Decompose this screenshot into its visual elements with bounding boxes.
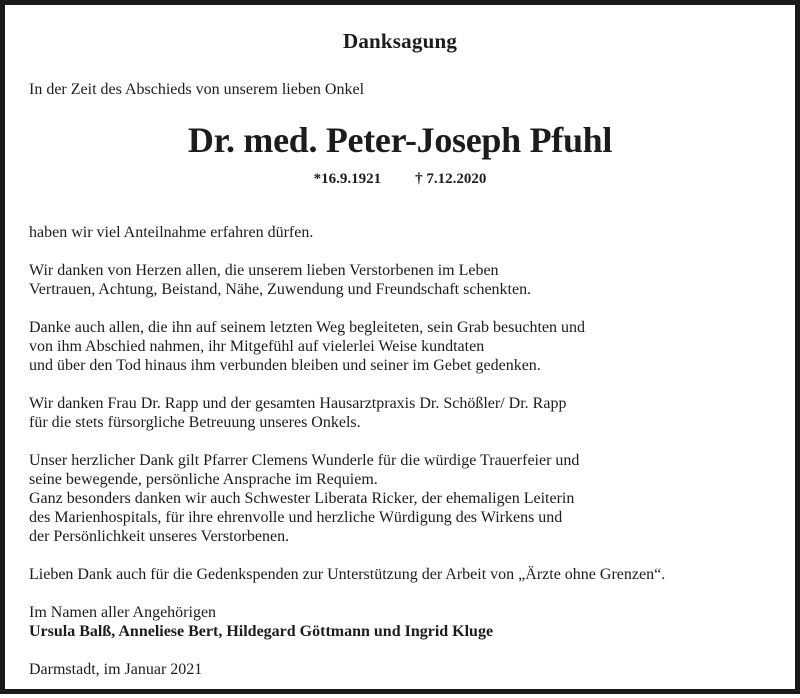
paragraph-donations [29, 565, 789, 584]
text-line: Vertrauen, Achtung, Beistand, Nähe, Zuwendung und Freundschaft schenkten. [29, 281, 532, 298]
intro-line: In der Zeit des Abschieds von unserem lieben Onkel [29, 81, 365, 98]
text-line: haben wir viel Anteilnahme erfahren dürfen. [29, 224, 314, 241]
text-line: Wir danken von Herzen allen, die unserem lieben Verstorbenen im Leben [29, 262, 499, 279]
notice-body [29, 223, 789, 698]
text-line: Wir danken Frau Dr. Rapp und der gesamten Hausarztpraxis Dr. Schößler/ Dr. Rapp [29, 395, 567, 412]
on-behalf-line: Im Namen aller Angehörigen [29, 604, 217, 621]
text-line: seine bewegende, persönliche Ansprache im Requiem. [29, 471, 378, 488]
text-line: Lieben Dank auch für die Gedenkspenden zur Unterstützung der Arbeit von „Ärzte ohne Grenzen“. [29, 566, 666, 583]
paragraph-thanks-doctors [29, 394, 789, 432]
life-dates [5, 171, 795, 188]
text-line: für die stets fürsorgliche Betreuung unseres Onkels. [29, 414, 361, 431]
text-line: Unser herzlicher Dank gilt Pfarrer Clemens Wunderle für die würdige Trauerfeier und [29, 452, 580, 469]
paragraph-anteilnahme [29, 223, 789, 242]
text-line: Ganz besonders danken wir auch Schwester Liberata Ricker, der ehemaligen Leiterin [29, 490, 575, 507]
text-line: Danke auch allen, die ihn auf seinem letzten Weg begleiteten, sein Grab besuchten und [29, 319, 585, 336]
deceased-name: Dr. med. Peter-Joseph Pfuhl [187, 120, 613, 160]
text-line: der Persönlichkeit unseres Verstorbenen. [29, 528, 290, 545]
death-date: † 7.12.2020 [415, 171, 487, 187]
birth-date: *16.9.1921 [313, 171, 382, 187]
place-date-block [29, 660, 789, 679]
closing-block [29, 603, 789, 641]
notice-title: Danksagung [342, 29, 458, 53]
place-date: Darmstadt, im Januar 2021 [29, 661, 203, 678]
text-line: und über den Tod hinaus ihm verbunden bleiben und seiner im Gebet gedenken. [29, 357, 541, 374]
text-line: des Marienhospitals, für ihre ehrenvolle und herzliche Würdigung des Wirkens und [29, 509, 563, 526]
signers-line: Ursula Balß, Anneliese Bert, Hildegard Göttmann und Ingrid Kluge [29, 623, 494, 640]
paragraph-thanks-life [29, 261, 789, 299]
paragraph-thanks-farewell [29, 318, 789, 375]
text-line: von ihm Abschied nahmen, ihr Mitgefühl auf vielerlei Weise kundtaten [29, 338, 485, 355]
paragraph-thanks-clergy [29, 451, 789, 546]
